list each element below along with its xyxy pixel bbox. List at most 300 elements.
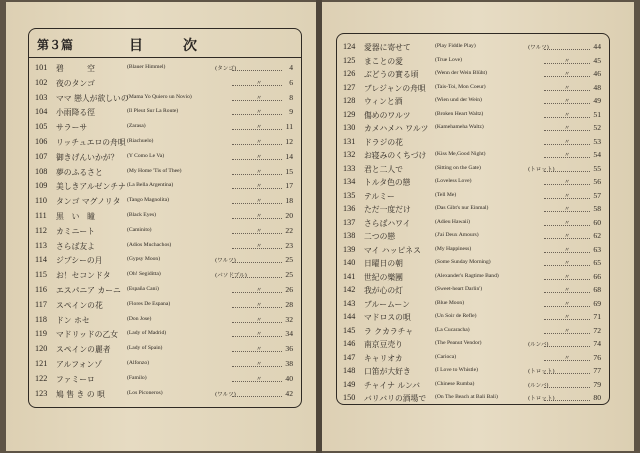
entry-number: 150: [343, 393, 356, 402]
entry-page: 23: [285, 240, 293, 250]
entry-page: 8: [289, 92, 293, 102]
ditto-mark: 〃: [256, 287, 263, 294]
toc-entry: [29, 165, 301, 179]
ditto-mark: 〃: [256, 79, 263, 87]
entry-page: 77: [593, 366, 601, 375]
entry-page: 40: [285, 373, 293, 383]
toc-entry: [29, 91, 301, 105]
ditto-mark: 〃: [256, 168, 263, 176]
entry-page: 20: [285, 211, 293, 220]
entry-number: 116: [35, 285, 47, 294]
entry-page: 6: [289, 77, 293, 87]
entry-title-en: (Blauer Himmel): [127, 64, 166, 70]
entry-number: 119: [35, 329, 47, 339]
entry-title-jp: 日曜日の朝: [364, 259, 403, 268]
entry-title-en: (La Cucaracha): [435, 326, 470, 333]
toc-entry: [337, 121, 609, 135]
toc-entry: [29, 357, 301, 371]
entry-title-jp: さらばハワイ: [364, 218, 411, 228]
entry-number: 121: [35, 359, 48, 368]
entry-title-en: (Don Jose): [127, 315, 152, 322]
entry-number: 125: [343, 55, 356, 65]
toc-entry: [337, 175, 609, 189]
entry-genre: (ワルツ): [528, 45, 549, 51]
entry-title-jp: 御きげんいかが？: [56, 152, 119, 162]
toc-entry: [29, 313, 301, 327]
entry-page: 56: [593, 177, 601, 186]
toc-entry: [29, 327, 301, 341]
entry-number: 132: [343, 150, 356, 159]
toc-entry: [337, 283, 609, 297]
toc-entry: [337, 202, 609, 216]
toc-entry: [29, 150, 301, 164]
toc-entry: [29, 342, 301, 356]
leader-dots: [544, 43, 590, 50]
entry-title-jp: 口笛が大好き: [364, 367, 411, 376]
toc-entry: [29, 194, 301, 208]
entry-title-en: (True Love): [435, 56, 462, 63]
entry-genre: (タンゴ): [215, 66, 237, 72]
entry-title-en: (Loveless Love): [435, 178, 472, 184]
entry-page: 74: [593, 339, 601, 348]
toc-entry: [29, 268, 301, 282]
entry-title-jp: 愛器に寄せて: [364, 43, 411, 52]
entry-page: 4: [289, 63, 293, 72]
entry-title-jp: トルタ色の戀: [364, 178, 411, 187]
entry-title-jp: リッチュエロの舟唄: [56, 138, 126, 147]
leader-dots: [544, 340, 590, 347]
entry-title-jp: ただ一度だけ: [364, 205, 411, 214]
entry-number: 111: [35, 211, 47, 220]
entry-page: 63: [593, 244, 601, 254]
entry-title-jp: お寝みのくちづけ: [364, 151, 427, 160]
entry-title-jp: ぶどうの實る頃: [364, 70, 419, 79]
entry-page: 48: [593, 82, 601, 92]
entry-page: 25: [285, 270, 293, 280]
entry-title-en: (Sweet-heart Darlin'): [435, 286, 483, 292]
toc-entry: [337, 364, 609, 378]
entry-title-jp: 小雨降る徑: [56, 108, 95, 118]
entry-title-en: (Black Eyes): [127, 212, 157, 218]
toc-entry: [337, 67, 609, 81]
leader-dots: [232, 64, 282, 71]
entry-number: 134: [343, 177, 356, 186]
entry-title-en: (Un Soir de Refle): [435, 313, 477, 319]
toc-entry: [29, 298, 301, 312]
ditto-mark: 〃: [256, 109, 263, 117]
toc-entry: [29, 372, 301, 386]
toc-entry: [29, 209, 301, 223]
entry-page: 52: [593, 123, 601, 132]
ditto-mark: 〃: [256, 139, 263, 146]
ditto-mark: 〃: [564, 219, 571, 227]
ditto-mark: 〃: [564, 179, 571, 186]
toc-entry: [29, 76, 301, 90]
entry-title-jp: ラ クカラチャ: [364, 326, 414, 336]
toc-entry: [337, 40, 609, 54]
ditto-mark: 〃: [564, 354, 571, 362]
toc-entry: [337, 391, 609, 405]
entry-number: 123: [35, 388, 48, 398]
ditto-mark: 〃: [564, 98, 571, 105]
entry-title-jp: マドロスの唄: [364, 313, 411, 322]
entry-page: 65: [593, 258, 601, 267]
entry-title-jp: まことの愛: [364, 56, 403, 66]
entry-number: 103: [35, 92, 48, 102]
entry-number: 136: [343, 204, 356, 213]
entry-title-en: (Kiss Me,Good Night): [435, 151, 486, 157]
entry-number: 117: [35, 299, 47, 309]
ditto-mark: 〃: [564, 314, 571, 321]
entry-page: 14: [285, 151, 293, 161]
toc-entry: [337, 270, 609, 284]
entry-number: 127: [343, 82, 356, 92]
toc-entry: [337, 108, 609, 122]
entry-page: 9: [289, 107, 293, 117]
entry-page: 25: [285, 255, 293, 265]
toc-entry: [337, 243, 609, 257]
entry-number: 105: [35, 122, 48, 132]
entry-title-en: (Oh! Segiditta): [127, 271, 161, 278]
ditto-mark: 〃: [564, 138, 571, 146]
entry-title-jp: アルフォンゾ: [56, 360, 103, 369]
entry-title-en: (J'ai Deux Amours): [435, 232, 479, 238]
entry-page: 36: [285, 344, 293, 354]
entry-page: 34: [285, 329, 293, 339]
entry-title-jp: 君と二人で: [364, 164, 403, 174]
entry-page: 53: [593, 136, 601, 146]
entry-genre: (ルンバ): [528, 382, 549, 389]
toc-entry: [337, 216, 609, 230]
entry-number: 130: [343, 123, 356, 132]
entry-title-jp: 南京豆売り: [364, 340, 403, 349]
entry-genre: (パソドブル): [215, 273, 247, 280]
entry-title-en: (Mama Yo Quiero un Novio): [127, 93, 192, 100]
entry-title-en: (Tell Me): [435, 191, 457, 198]
entry-title-en: (Play Fiddle Play): [435, 43, 476, 49]
entry-number: 112: [35, 225, 47, 235]
entry-page: 51: [593, 109, 601, 119]
ditto-mark: 〃: [256, 316, 263, 324]
entry-title-en: (Carioca): [435, 353, 457, 360]
entry-page: 38: [285, 359, 293, 368]
toc-entry: [337, 162, 609, 176]
entry-title-jp: キャリオカ: [364, 353, 403, 363]
entry-title-en: (Sitting on the Gate): [435, 164, 481, 171]
ditto-mark: 〃: [564, 84, 571, 92]
entry-page: 68: [593, 285, 601, 294]
entry-title-jp: ドラジの花: [364, 137, 403, 147]
entry-title-en: (Alexander's Ragtime Band): [435, 272, 499, 279]
entry-genre: (トロット): [528, 396, 555, 402]
entry-number: 102: [35, 77, 48, 87]
entry-page: 71: [593, 312, 601, 321]
toc-entry: [337, 378, 609, 392]
entry-title-jp: スペインの麗者: [56, 345, 111, 355]
entry-number: 126: [343, 69, 356, 78]
entry-page: 57: [593, 190, 601, 200]
entry-number: 146: [343, 339, 356, 348]
ditto-mark: 〃: [256, 124, 263, 132]
ditto-mark: 〃: [256, 375, 263, 383]
entry-number: 115: [35, 270, 47, 280]
entry-genre: (ルンバ): [528, 342, 549, 348]
entry-title-jp: スペインの花: [56, 300, 103, 310]
entry-page: 60: [593, 217, 601, 227]
entry-title-en: (Some Sunday Morning): [435, 259, 491, 265]
entry-title-en: (Alfonzo): [127, 360, 150, 366]
entry-page: 17: [285, 181, 293, 191]
entry-number: 109: [35, 181, 48, 191]
entry-title-jp: ママ 戀人が欲しいの: [56, 93, 129, 103]
entry-page: 66: [593, 271, 601, 281]
entry-title-jp: テルミー: [364, 191, 395, 201]
toc-entry: [29, 105, 301, 119]
ditto-mark: 〃: [564, 287, 571, 294]
entry-title-en: (Y Como Le Va): [127, 152, 165, 159]
toc-entry: [29, 224, 301, 238]
entry-title-en: (Tango Magnolita): [127, 197, 170, 204]
entry-number: 144: [343, 312, 356, 321]
entry-page: 45: [593, 55, 601, 65]
entry-title-en: (Il Pleut Sur La Route): [127, 108, 179, 115]
entry-page: 22: [285, 225, 293, 235]
entry-title-jp: 夜のタンゴ: [56, 78, 95, 88]
ditto-mark: 〃: [564, 192, 571, 200]
toc-entry: [337, 81, 609, 95]
ditto-mark: 〃: [256, 153, 263, 161]
entry-number: 143: [343, 298, 356, 308]
left-contents-frame: [28, 28, 302, 408]
toc-entry: [337, 337, 609, 351]
toc-entry: [337, 310, 609, 324]
entry-number: 129: [343, 109, 356, 119]
entry-title-en: (Wenn der Wein Blüht): [435, 70, 487, 76]
toc-entry: [337, 135, 609, 149]
entry-title-en: (Gypsy Moon): [127, 256, 161, 263]
entry-genre: (ワルツ): [215, 391, 236, 398]
entry-title-en: (My Happiness): [435, 245, 472, 252]
entry-title-en: (Lady of Madrid): [127, 330, 167, 337]
entry-title-jp: カメハメハ ワルツ: [364, 124, 429, 133]
leader-dots: [232, 256, 282, 263]
toc-entry: [337, 148, 609, 162]
entry-page: 28: [285, 299, 293, 309]
entry-number: 147: [343, 352, 356, 362]
toc-entry: [337, 324, 609, 338]
entry-page: 72: [593, 325, 601, 335]
ditto-mark: 〃: [256, 227, 263, 235]
ditto-mark: 〃: [564, 327, 571, 335]
entry-page: 62: [593, 231, 601, 240]
entry-title-jp: 我が心の灯: [364, 286, 403, 295]
entry-title-en: (Flores De Espana): [127, 300, 171, 307]
entry-number: 101: [35, 63, 48, 72]
entry-title-en: (Tais-Toi, Mon Coeur): [435, 83, 486, 90]
ditto-mark: 〃: [256, 94, 263, 102]
entry-genre: (ワルツ): [215, 258, 236, 265]
toc-entry: [29, 387, 301, 401]
entry-number: 120: [35, 344, 48, 354]
toc-entry: [29, 253, 301, 267]
entry-title-en: (Kamehameha Waltz): [435, 124, 484, 130]
toc-entry: [337, 189, 609, 203]
entry-title-en: (España Cani): [127, 286, 159, 292]
entry-page: 12: [285, 137, 293, 146]
ditto-mark: 〃: [564, 125, 571, 132]
entry-number: 133: [343, 163, 356, 173]
entry-title-jp: 黒 い 瞳: [56, 212, 95, 221]
entry-page: 69: [593, 298, 601, 308]
entry-title-jp: お！セコンドタ: [56, 271, 111, 281]
ditto-mark: 〃: [564, 57, 571, 65]
ditto-mark: 〃: [256, 301, 263, 309]
entry-title-jp: マイ ハッピネス: [364, 245, 421, 255]
ditto-mark: 〃: [256, 331, 263, 339]
contents-header: [29, 29, 301, 58]
toc-entry: [337, 229, 609, 243]
toc-entry: [337, 256, 609, 270]
ditto-mark: 〃: [564, 206, 571, 213]
part-label: 第３篇: [37, 38, 74, 52]
toc-entry: [29, 120, 301, 134]
entry-title-jp: 夢のふるさと: [56, 167, 103, 177]
entry-number: 110: [35, 196, 47, 206]
entry-number: 118: [35, 314, 47, 324]
entry-title-jp: 二つの戀: [364, 232, 396, 241]
entry-number: 138: [343, 231, 356, 240]
entry-page: 80: [593, 393, 601, 402]
entry-number: 131: [343, 136, 356, 146]
entry-number: 148: [343, 366, 356, 375]
entry-page: 26: [285, 285, 293, 294]
entry-title-en: (Los Piconeros): [127, 389, 163, 396]
entry-number: 139: [343, 244, 356, 254]
entry-page: 76: [593, 352, 601, 362]
entry-page: 79: [593, 379, 601, 389]
ditto-mark: 〃: [256, 213, 263, 220]
entry-number: 145: [343, 325, 356, 335]
entry-title-jp: 碧 空: [56, 64, 95, 73]
entry-number: 128: [343, 96, 356, 105]
entry-title-jp: 鳩 售 き の 唄: [56, 389, 105, 399]
entry-page: 18: [285, 196, 293, 206]
entry-page: 44: [593, 42, 601, 51]
entry-title-en: (Zarasa): [127, 123, 146, 130]
ditto-mark: 〃: [564, 111, 571, 119]
ditto-mark: 〃: [256, 198, 263, 206]
entry-number: 114: [35, 255, 47, 265]
entry-page: 15: [285, 166, 293, 176]
ditto-mark: 〃: [564, 152, 571, 159]
toc-entry: [29, 179, 301, 193]
entry-title-jp: ドン ホセ: [56, 315, 90, 325]
entry-title-jp: サラーサ: [56, 123, 88, 133]
toc-entry: [29, 239, 301, 253]
entry-title-jp: バリバリの酒場で: [364, 394, 427, 403]
entry-number: 124: [343, 42, 356, 51]
entry-number: 113: [35, 240, 47, 250]
entry-title-en: (Wien und der Wein): [435, 97, 482, 103]
ditto-mark: 〃: [564, 233, 571, 240]
toc-entry: [29, 283, 301, 297]
ditto-mark: 〃: [564, 300, 571, 308]
entry-title-en: (The Peanut Vendor): [435, 340, 482, 346]
toc-entry: [337, 297, 609, 311]
entry-genre: (トロット): [528, 369, 555, 375]
entry-page: 55: [593, 163, 601, 173]
entry-page: 54: [593, 150, 601, 159]
ditto-mark: 〃: [256, 183, 263, 191]
entry-title-en: (Lady of Spain): [127, 345, 163, 352]
entry-number: 106: [35, 137, 48, 146]
toc-entry: [29, 61, 301, 75]
entry-title-en: (Caminito): [127, 226, 152, 233]
entry-number: 135: [343, 190, 356, 200]
entry-title-jp: ジプシーの月: [56, 256, 103, 266]
right-contents-frame: [336, 33, 610, 405]
entry-page: 58: [593, 204, 601, 213]
entry-title-en: (Adios Muchachos): [127, 241, 172, 248]
ditto-mark: 〃: [564, 246, 571, 254]
entry-page: 42: [285, 388, 293, 398]
entry-page: 46: [593, 69, 601, 78]
entry-title-en: (My Home 'Tis of Thee): [127, 167, 182, 174]
entry-number: 149: [343, 379, 356, 389]
ditto-mark: 〃: [564, 71, 571, 78]
entry-number: 137: [343, 217, 356, 227]
entry-title-jp: 美しきアルゼンチナ: [56, 182, 126, 192]
entry-title-jp: ファミーロ: [56, 374, 95, 384]
entry-title-en: (On The Beach at Bali Bali): [435, 394, 498, 400]
entry-number: 142: [343, 285, 356, 294]
entry-number: 108: [35, 166, 48, 176]
entry-title-jp: エスパニア カーニ: [56, 286, 121, 295]
entry-title-en: (Chinese Rumba): [435, 380, 475, 387]
entry-title-en: (Adieu Hawaii): [435, 218, 470, 225]
ditto-mark: 〃: [564, 260, 571, 267]
toc-entry: [337, 94, 609, 108]
entry-title-en: (I Love to Whistle): [435, 367, 478, 373]
entry-title-jp: ブレジャンの舟唄: [364, 83, 426, 93]
entry-page: 11: [285, 122, 293, 132]
contents-title: 目次: [129, 38, 237, 54]
entry-number: 141: [343, 271, 356, 281]
entry-page: 49: [593, 96, 601, 105]
entry-title-jp: マドリッドの乙女: [56, 330, 119, 340]
entry-number: 140: [343, 258, 356, 267]
toc-entry: [337, 54, 609, 68]
ditto-mark: 〃: [564, 273, 571, 281]
entry-title-jp: 傷めのワルツ: [364, 110, 411, 120]
entry-title-en: (Familo): [127, 374, 147, 381]
entry-title-en: (Riachuelo): [127, 138, 154, 144]
ditto-mark: 〃: [256, 361, 263, 368]
entry-number: 104: [35, 107, 48, 117]
entry-title-en: (Das Gibt's nur Einmal): [435, 205, 489, 211]
toc-entry: [29, 135, 301, 149]
entry-title-jp: ブルームーン: [364, 299, 410, 309]
entry-title-jp: さらば友よ: [56, 241, 95, 251]
entry-title-jp: カミニート: [56, 226, 95, 236]
entry-title-jp: ウィンと酒: [364, 97, 403, 106]
entry-title-en: (Blue Moon): [435, 299, 465, 306]
toc-entry: [337, 351, 609, 365]
entry-number: 122: [35, 373, 48, 383]
leader-dots: [232, 390, 282, 397]
entry-title-jp: タンゴ マグノリタ: [56, 197, 121, 207]
leader-dots: [544, 381, 590, 388]
